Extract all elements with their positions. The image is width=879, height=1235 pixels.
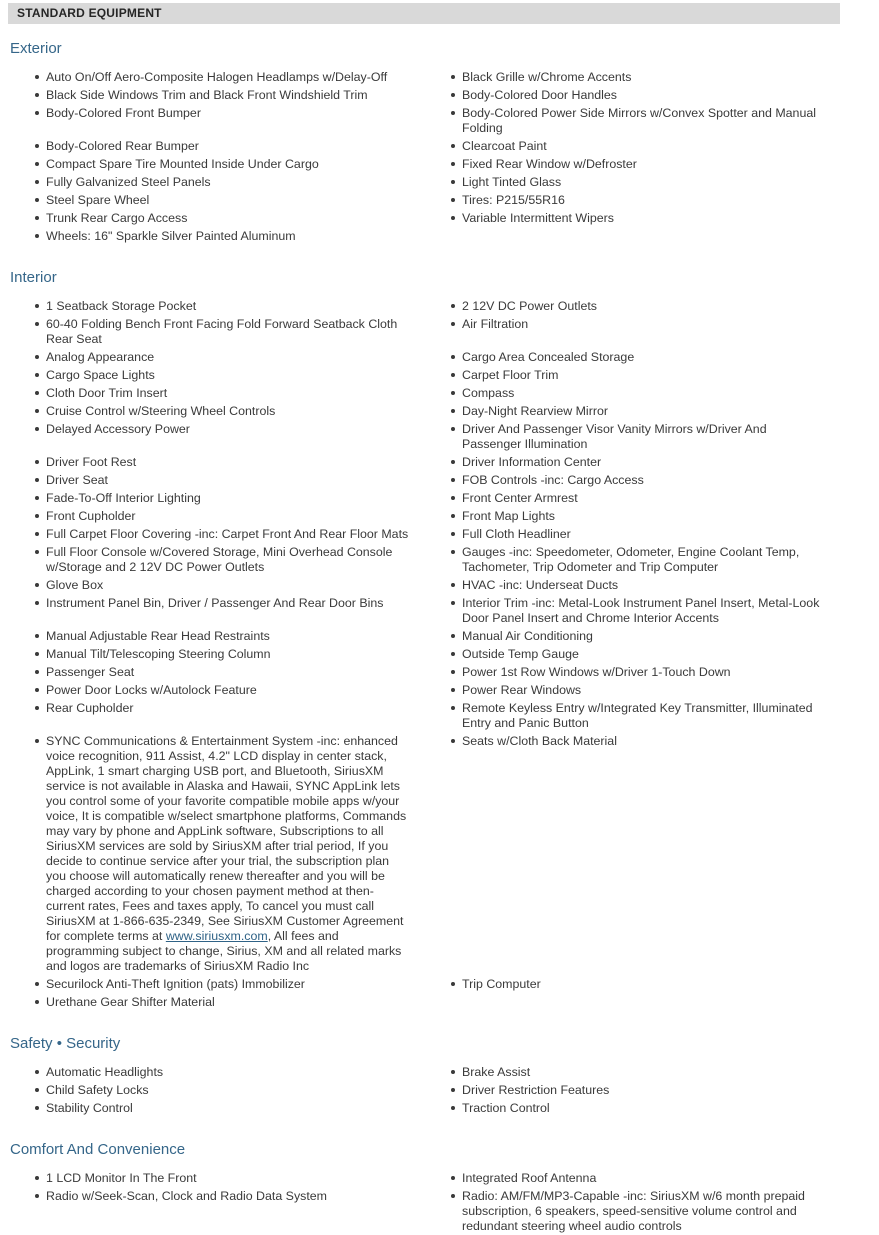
equipment-item: Air Filtration <box>424 317 826 332</box>
equipment-cell-right <box>424 543 840 576</box>
equipment-item: Front Cupholder <box>8 509 410 524</box>
equipment-cell-left <box>8 663 424 681</box>
equipment-cell-left <box>8 209 424 227</box>
equipment-item: Compact Spare Tire Mounted Inside Under Cargo <box>8 157 410 172</box>
equipment-item: Clearcoat Paint <box>424 139 826 154</box>
equipment-row <box>8 681 840 699</box>
equipment-item: Power 1st Row Windows w/Driver 1-Touch Down <box>424 665 826 680</box>
equipment-cell-left <box>8 366 424 384</box>
equipment-item: Tires: P215/55R16 <box>424 193 826 208</box>
equipment-cell-left <box>8 315 424 348</box>
equipment-row <box>8 543 840 576</box>
equipment-item: 60-40 Folding Bench Front Facing Fold Forward Seatback Cloth Rear Seat <box>8 317 410 347</box>
equipment-section-exterior <box>8 40 840 245</box>
equipment-cell-left <box>8 348 424 366</box>
equipment-cell-right <box>424 507 840 525</box>
equipment-cell-left <box>8 1169 424 1187</box>
equipment-row <box>8 68 840 86</box>
equipment-item: Analog Appearance <box>8 350 410 365</box>
equipment-item: FOB Controls -inc: Cargo Access <box>424 473 826 488</box>
equipment-item: Driver Information Center <box>424 455 826 470</box>
equipment-item: Manual Air Conditioning <box>424 629 826 644</box>
equipment-item: Brake Assist <box>424 1065 826 1080</box>
equipment-cell-right <box>424 732 840 750</box>
equipment-row <box>8 402 840 420</box>
equipment-cell-right <box>424 297 840 315</box>
equipment-cell-left <box>8 594 424 612</box>
equipment-item: Driver Seat <box>8 473 410 488</box>
equipment-cell-left <box>8 993 424 1011</box>
equipment-cell-left <box>8 627 424 645</box>
equipment-item: Steel Spare Wheel <box>8 193 410 208</box>
equipment-item: Manual Adjustable Rear Head Restraints <box>8 629 410 644</box>
equipment-item: Full Carpet Floor Covering -inc: Carpet Front And Rear Floor Mats <box>8 527 410 542</box>
equipment-cell-left <box>8 576 424 594</box>
equipment-item: HVAC -inc: Underseat Ducts <box>424 578 826 593</box>
equipment-item: Child Safety Locks <box>8 1083 410 1098</box>
equipment-item: Fully Galvanized Steel Panels <box>8 175 410 190</box>
equipment-item: Glove Box <box>8 578 410 593</box>
equipment-cell-left <box>8 191 424 209</box>
equipment-row <box>8 453 840 471</box>
equipment-row <box>8 1099 840 1117</box>
equipment-cell-left <box>8 681 424 699</box>
equipment-cell-right <box>424 645 840 663</box>
equipment-row <box>8 1081 840 1099</box>
equipment-cell-left <box>8 1187 424 1205</box>
equipment-item: Passenger Seat <box>8 665 410 680</box>
equipment-cell-right <box>424 489 840 507</box>
equipment-cell-right <box>424 68 840 86</box>
equipment-item: Trunk Rear Cargo Access <box>8 211 410 226</box>
equipment-item: Traction Control <box>424 1101 826 1116</box>
equipment-item: Body-Colored Door Handles <box>424 88 826 103</box>
equipment-row <box>8 366 840 384</box>
equipment-section-safety-security <box>8 1035 840 1117</box>
equipment-item: Radio: AM/FM/MP3-Capable -inc: SiriusXM w/6 month prepaid subscription, 6 speakers, speed-sensitive volume control and redundant steering wheel audio controls <box>424 1189 826 1234</box>
sync-text-before: SYNC Communications & Entertainment System -inc: enhanced voice recognition, 911 Assist, 4.2" LCD display in center stack, AppLink, 1 smart charging USB port, and Bluetooth, SiriusXM service is not available in Alaska and Hawaii, SYNC AppLink lets you control some of your favorite compatible mobile apps w/your voice, It is compatible w/select smartphone platforms, Commands may vary by phone and AppLink software, Subscriptions to all SiriusXM services are sold by SiriusXM after trial period, If you decide to continue service after your trial, the subscription plan you choose will automatically renew thereafter and you will be charged according to your chosen payment method at then-current rates, Fees and taxes apply, To cancel you must call SiriusXM at 1-866-635-2349, See SiriusXM Customer Agreement for complete terms at <box>46 733 407 943</box>
equipment-item: Fade-To-Off Interior Lighting <box>8 491 410 506</box>
equipment-cell-left <box>8 420 424 438</box>
equipment-item: Outside Temp Gauge <box>424 647 826 662</box>
equipment-cell-left <box>8 453 424 471</box>
equipment-cell-right <box>424 402 840 420</box>
equipment-cell-right <box>424 525 840 543</box>
equipment-cell-left <box>8 543 424 576</box>
equipment-item: Cargo Space Lights <box>8 368 410 383</box>
equipment-row <box>8 975 840 993</box>
equipment-cell-right <box>424 209 840 227</box>
equipment-item: Black Grille w/Chrome Accents <box>424 70 826 85</box>
equipment-item: Day-Night Rearview Mirror <box>424 404 826 419</box>
equipment-item: Driver And Passenger Visor Vanity Mirrors w/Driver And Passenger Illumination <box>424 422 826 452</box>
equipment-cell-right <box>424 453 840 471</box>
equipment-item: Full Cloth Headliner <box>424 527 826 542</box>
equipment-row <box>8 104 840 137</box>
equipment-row <box>8 420 840 453</box>
equipment-item: Automatic Headlights <box>8 1065 410 1080</box>
equipment-item: Cloth Door Trim Insert <box>8 386 410 401</box>
equipment-cell-left <box>8 384 424 402</box>
equipment-cell-right <box>424 471 840 489</box>
equipment-item: Stability Control <box>8 1101 410 1116</box>
equipment-item: Auto On/Off Aero-Composite Halogen Headlamps w/Delay-Off <box>8 70 410 85</box>
equipment-item: Body-Colored Front Bumper <box>8 106 410 121</box>
equipment-item: Gauges -inc: Speedometer, Odometer, Engine Coolant Temp, Tachometer, Trip Odometer and Trip Computer <box>424 545 826 575</box>
equipment-row <box>8 191 840 209</box>
equipment-cell-left <box>8 104 424 122</box>
equipment-row <box>8 627 840 645</box>
equipment-cell-left <box>8 645 424 663</box>
equipment-row <box>8 663 840 681</box>
equipment-row <box>8 594 840 627</box>
equipment-item: 2 12V DC Power Outlets <box>424 299 826 314</box>
equipment-item: 1 LCD Monitor In The Front <box>8 1171 410 1186</box>
siriusxm-link[interactable]: www.siriusxm.com <box>165 928 268 943</box>
equipment-row <box>8 384 840 402</box>
equipment-item: Remote Keyless Entry w/Integrated Key Transmitter, Illuminated Entry and Panic Button <box>424 701 826 731</box>
equipment-cell-right <box>424 975 840 993</box>
equipment-cell-left <box>8 155 424 173</box>
equipment-cell-right <box>424 576 840 594</box>
equipment-item: Variable Intermittent Wipers <box>424 211 826 226</box>
equipment-row <box>8 732 840 975</box>
equipment-section-interior <box>8 269 840 1011</box>
equipment-cell-right <box>424 137 840 155</box>
equipment-item: Cargo Area Concealed Storage <box>424 350 826 365</box>
equipment-row <box>8 86 840 104</box>
section-title: Interior <box>10 269 57 286</box>
equipment-cell-right <box>424 173 840 191</box>
equipment-item: Front Map Lights <box>424 509 826 524</box>
equipment-cell-left <box>8 227 424 245</box>
equipment-cell-left <box>8 732 424 975</box>
equipment-cell-right <box>424 420 840 453</box>
equipment-row <box>8 297 840 315</box>
equipment-item: Delayed Accessory Power <box>8 422 410 437</box>
equipment-cell-left <box>8 173 424 191</box>
equipment-row <box>8 1169 840 1187</box>
equipment-cell-right <box>424 384 840 402</box>
equipment-cell-left <box>8 525 424 543</box>
equipment-cell-right <box>424 191 840 209</box>
equipment-cell-right <box>424 594 840 627</box>
equipment-item: Interior Trim -inc: Metal-Look Instrument Panel Insert, Metal-Look Door Panel Insert and Chrome Interior Accents <box>424 596 826 626</box>
standard-equipment-header <box>8 3 840 24</box>
equipment-item: Driver Foot Rest <box>8 455 410 470</box>
equipment-row <box>8 137 840 155</box>
equipment-item: Power Door Locks w/Autolock Feature <box>8 683 410 698</box>
equipment-row <box>8 699 840 732</box>
equipment-cell-right <box>424 663 840 681</box>
equipment-cell-right <box>424 699 840 732</box>
equipment-cell-left <box>8 1081 424 1099</box>
equipment-item: Trip Computer <box>424 977 826 992</box>
equipment-cell-right <box>424 627 840 645</box>
equipment-row <box>8 489 840 507</box>
equipment-cell-right <box>424 315 840 333</box>
equipment-cell-left <box>8 975 424 993</box>
equipment-item: Power Rear Windows <box>424 683 826 698</box>
equipment-cell-right <box>424 1099 840 1117</box>
equipment-item: Integrated Roof Antenna <box>424 1171 826 1186</box>
section-title: Comfort And Convenience <box>10 1141 186 1158</box>
equipment-item: Wheels: 16" Sparkle Silver Painted Aluminum <box>8 229 410 244</box>
equipment-row <box>8 993 840 1011</box>
equipment-row <box>8 525 840 543</box>
equipment-row <box>8 1063 840 1081</box>
equipment-row <box>8 227 840 245</box>
equipment-cell-left <box>8 699 424 717</box>
equipment-cell-left <box>8 68 424 86</box>
equipment-row <box>8 209 840 227</box>
equipment-item: Rear Cupholder <box>8 701 410 716</box>
equipment-row <box>8 348 840 366</box>
equipment-cell-right <box>424 681 840 699</box>
equipment-item: Fixed Rear Window w/Defroster <box>424 157 826 172</box>
equipment-row <box>8 471 840 489</box>
section-rows <box>8 1063 840 1117</box>
equipment-item: Light Tinted Glass <box>424 175 826 190</box>
equipment-item: Front Center Armrest <box>424 491 826 506</box>
equipment-item: Manual Tilt/Telescoping Steering Column <box>8 647 410 662</box>
equipment-cell-left <box>8 137 424 155</box>
equipment-cell-left <box>8 471 424 489</box>
equipment-cell-right <box>424 155 840 173</box>
equipment-item: Urethane Gear Shifter Material <box>8 995 410 1010</box>
equipment-item: Driver Restriction Features <box>424 1083 826 1098</box>
sync-text-after: , All fees and programming subject to change, Sirius, XM and all related marks and logos are trademarks of SiriusXM Radio Inc <box>46 928 402 973</box>
equipment-item: Radio w/Seek-Scan, Clock and Radio Data System <box>8 1189 410 1204</box>
section-rows <box>8 68 840 245</box>
equipment-cell-right <box>424 1063 840 1081</box>
equipment-item: Cruise Control w/Steering Wheel Controls <box>8 404 410 419</box>
equipment-cell-right <box>424 1081 840 1099</box>
section-title: Exterior <box>10 40 62 57</box>
equipment-row <box>8 1187 840 1235</box>
equipment-item: Carpet Floor Trim <box>424 368 826 383</box>
standard-equipment-page <box>8 3 840 1235</box>
equipment-cell-right <box>424 1187 840 1235</box>
equipment-item: Seats w/Cloth Back Material <box>424 734 826 749</box>
equipment-cell-right <box>424 1169 840 1187</box>
equipment-cell-left <box>8 507 424 525</box>
equipment-cell-right <box>424 86 840 104</box>
equipment-item: Compass <box>424 386 826 401</box>
equipment-row <box>8 507 840 525</box>
page-title: STANDARD EQUIPMENT <box>17 6 162 20</box>
equipment-cell-left <box>8 297 424 315</box>
equipment-item: 1 Seatback Storage Pocket <box>8 299 410 314</box>
equipment-item <box>8 734 410 974</box>
equipment-item: Securilock Anti-Theft Ignition (pats) Immobilizer <box>8 977 410 992</box>
equipment-section-comfort-convenience <box>8 1141 840 1235</box>
equipment-cell-left <box>8 86 424 104</box>
equipment-cell-left <box>8 1099 424 1117</box>
equipment-row <box>8 315 840 348</box>
equipment-row <box>8 576 840 594</box>
equipment-row <box>8 173 840 191</box>
equipment-cell-right <box>424 348 840 366</box>
equipment-item: Body-Colored Power Side Mirrors w/Convex Spotter and Manual Folding <box>424 106 826 136</box>
equipment-cell-left <box>8 1063 424 1081</box>
equipment-sections <box>8 40 840 1235</box>
equipment-item: Full Floor Console w/Covered Storage, Mini Overhead Console w/Storage and 2 12V DC Power Outlets <box>8 545 410 575</box>
equipment-item: Instrument Panel Bin, Driver / Passenger And Rear Door Bins <box>8 596 410 611</box>
equipment-row <box>8 645 840 663</box>
section-title: Safety • Security <box>10 1035 121 1052</box>
section-rows <box>8 1169 840 1235</box>
equipment-cell-left <box>8 402 424 420</box>
equipment-cell-left <box>8 489 424 507</box>
equipment-item: Body-Colored Rear Bumper <box>8 139 410 154</box>
equipment-item: Black Side Windows Trim and Black Front Windshield Trim <box>8 88 410 103</box>
equipment-row <box>8 155 840 173</box>
section-rows <box>8 297 840 1011</box>
equipment-cell-right <box>424 366 840 384</box>
equipment-cell-right <box>424 104 840 137</box>
